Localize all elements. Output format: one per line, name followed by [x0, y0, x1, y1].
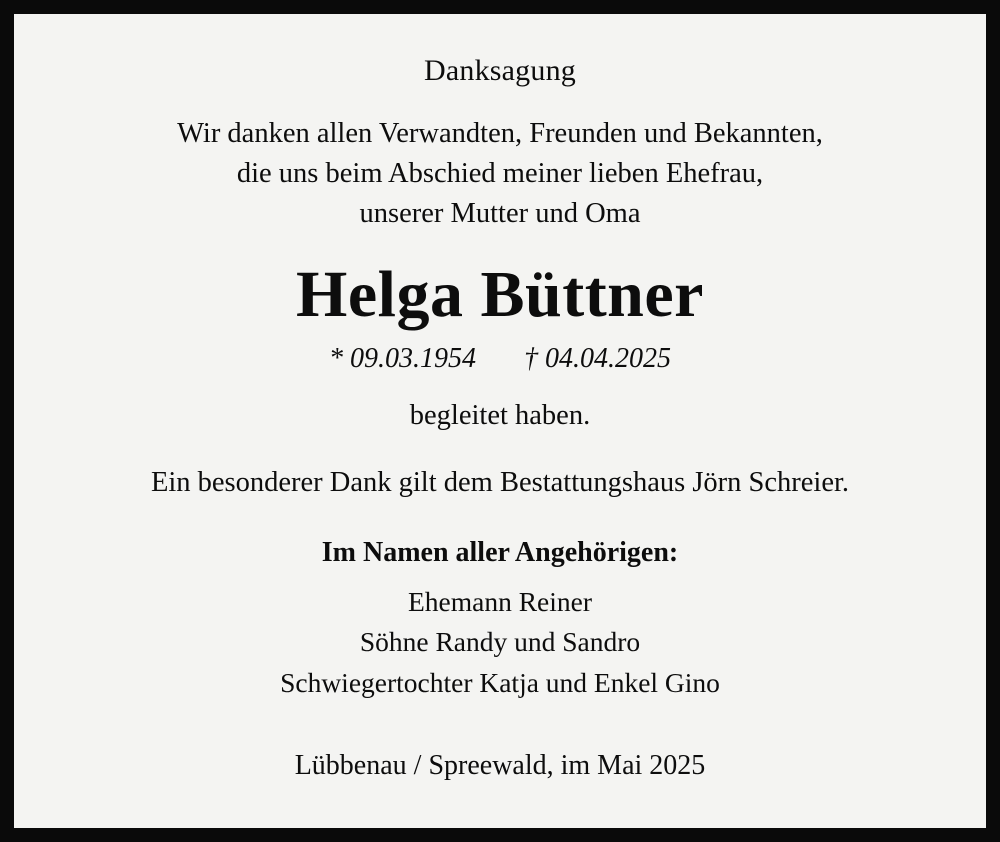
birth-date: * 09.03.1954 [329, 342, 476, 374]
death-date: † 04.04.2025 [524, 342, 671, 374]
family-line-1: Ehemann Reiner [407, 585, 593, 617]
intro-line-2: die uns beim Abschied meiner lieben Ehefrau, [236, 157, 764, 189]
family-line-2: Söhne Randy und Sandro [359, 626, 641, 658]
notice-heading: Danksagung [424, 54, 576, 87]
intro-text [177, 114, 823, 235]
family-list [280, 582, 720, 704]
place-and-date: Lübbenau / Spreewald, im Mai 2025 [294, 749, 706, 781]
deceased-name: Helga Büttner [296, 257, 704, 331]
intro-line-3: unserer Mutter und Oma [359, 198, 641, 230]
life-dates [329, 342, 671, 376]
special-thanks-text: Ein besonderer Dank gilt dem Bestattungshaus Jörn Schreier. [150, 467, 850, 499]
intro-line-1: Wir danken allen Verwandten, Freunden und Bekannten, [177, 117, 823, 149]
family-line-3: Schwiegertochter Katja und Enkel Gino [280, 666, 720, 698]
continuation-text: begleitet haben. [409, 400, 591, 432]
family-title: Im Namen aller Angehörigen: [321, 537, 679, 569]
obituary-notice-body [14, 14, 986, 828]
